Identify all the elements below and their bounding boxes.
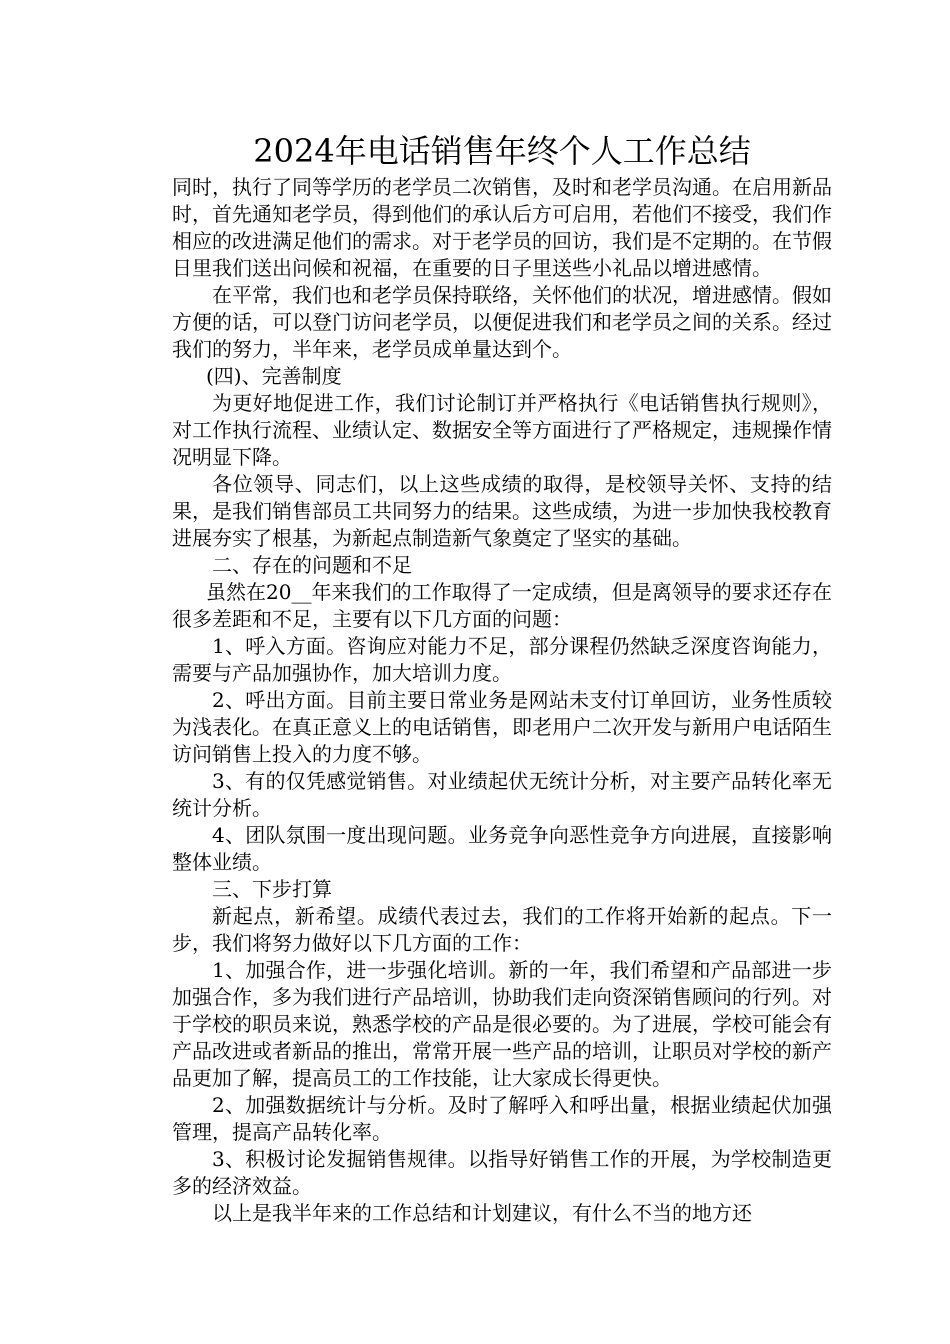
paragraph: 新起点，新希望。成绩代表过去，我们的工作将开始新的起点。下一步，我们将努力做好以下几方面的工作： (172, 904, 832, 955)
list-item: 1、加强合作，进一步强化培训。新的一年，我们希望和产品部进一步加强合作，多为我们进行产品培训，协助我们走向资深销售顾问的行列。对于学校的职员来说，熟悉学校的产品是很必要的。为了进展，学校可能会有产品改进或者新品的推出，常常开展一些产品的培训，让职员对学校的新产品更加了解，提高员工的工作技能，让大家成长得更快。 (172, 958, 832, 1090)
document-title: 2024年电话销售年终个人工作总结 (253, 132, 751, 170)
list-item: 2、呼出方面。目前主要日常业务是网站未支付订单回访，业务性质较为浅表化。在真正意义上的电话销售，即老用户二次开发与新用户电话陌生访问销售上投入的力度不够。 (172, 688, 832, 766)
document-page (172, 128, 832, 1227)
list-item: 4、团队氛围一度出现问题。业务竞争向恶性竞争方向进展，直接影响整体业绩。 (172, 823, 832, 874)
list-item: 3、积极讨论发掘销售规律。以指导好销售工作的开展，为学校制造更多的经济效益。 (172, 1147, 832, 1198)
list-item: 3、有的仅凭感觉销售。对业绩起伏无统计分析，对主要产品转化率无统计分析。 (172, 769, 832, 820)
document-body (172, 174, 832, 1227)
section-heading: (四)、完善制度 (206, 364, 342, 388)
paragraph: 虽然在20__年来我们的工作取得了一定成绩，但是离领导的要求还存在很多差距和不足，主要有以下几方面的问题： (172, 580, 832, 631)
section-heading: 二、存在的问题和不足 (212, 553, 412, 577)
list-item: 2、加强数据统计与分析。及时了解呼入和呼出量，根据业绩起伏加强管理，提高产品转化率。 (172, 1093, 832, 1144)
paragraph-continued: 同时，执行了同等学历的老学员二次销售，及时和老学员沟通。在启用新品时，首先通知老学员，得到他们的承认后方可启用，若他们不接受，我们作相应的改进满足他们的需求。对于老学员的回访，我们是不定期的。在节假日里我们送出问候和祝福，在重要的日子里送些小礼品以增进感情。 (172, 175, 832, 280)
list-item: 1、呼入方面。咨询应对能力不足，部分课程仍然缺乏深度咨询能力，需要与产品加强协作，加大培训力度。 (172, 634, 832, 685)
paragraph: 各位领导、同志们，以上这些成绩的取得，是校领导关怀、支持的结果，是我们销售部员工共同努力的结果。这些成绩，为进一步加快我校教育进展夯实了根基，为新起点制造新气象奠定了坚实的基础。 (172, 472, 832, 550)
paragraph: 为更好地促进工作，我们讨论制订并严格执行《电话销售执行规则》，对工作执行流程、业绩认定、数据安全等方面进行了严格规定，违规操作情况明显下降。 (172, 391, 832, 469)
paragraph: 在平常，我们也和老学员保持联络，关怀他们的状况，增进感情。假如方便的话，可以登门访问老学员，以便促进我们和老学员之间的关系。经过我们的努力，半年来，老学员成单量达到个。 (172, 283, 832, 361)
paragraph-truncated: 以上是我半年来的工作总结和计划建议，有什么不当的地方还 (212, 1201, 752, 1225)
section-heading: 三、下步打算 (212, 877, 332, 901)
